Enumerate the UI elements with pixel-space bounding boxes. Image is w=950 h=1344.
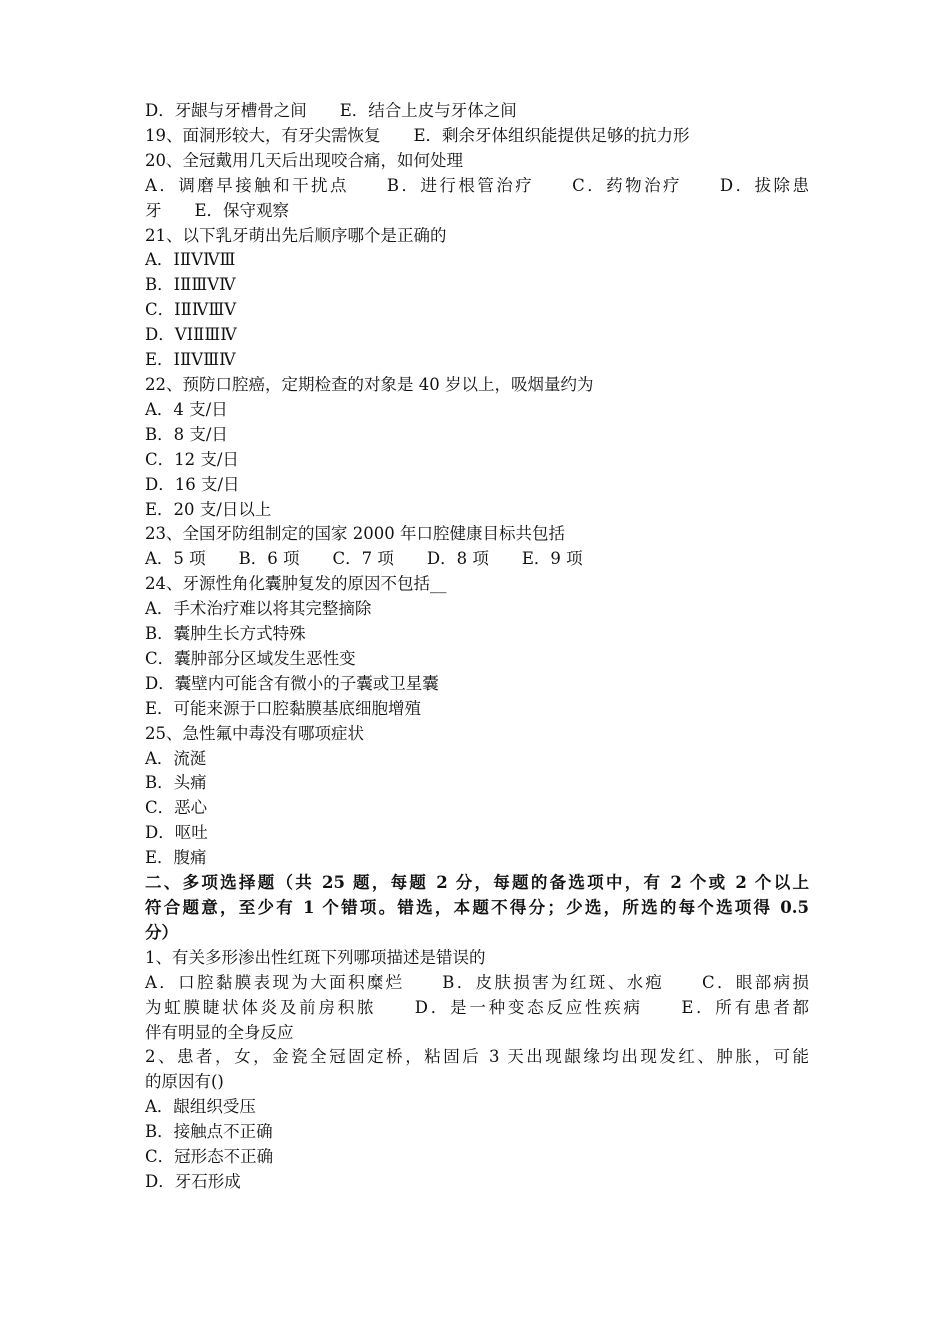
section-heading-cont: 符合题意，至少有 1 个错项。错选，本题不得分；少选，所选的每个选项得 0.5 (145, 898, 809, 917)
option-line: C．囊肿部分区域发生恶性变 (145, 648, 356, 668)
question-2-stem: 2、患者，女，金瓷全冠固定桥，粘固后 3 天出现龈缘均出现发红、肿胀，可能 (145, 1047, 809, 1067)
option-line: A．ⅠⅡⅤⅣⅢ (145, 250, 236, 270)
option-line: C．恶心 (145, 798, 208, 818)
question-1-options: A．口腔黏膜表现为大面积糜烂 B．皮肤损害为红斑、水疱 C．眼部病损 (145, 972, 809, 992)
question-19-line: 19、面洞形较大，有牙尖需恢复 E．剩余牙体组织能提供足够的抗力形 (145, 125, 690, 145)
option-line: A．4 支/日 (145, 399, 228, 419)
option-line: D．牙石形成 (145, 1171, 241, 1191)
option-line: B．ⅠⅡⅢⅤⅣ (145, 275, 236, 295)
option-line: E．腹痛 (145, 848, 207, 868)
option-line: D．ⅤⅠⅡⅢⅣ (145, 325, 237, 345)
question-1-options-end: 伴有明显的全身反应 (145, 1022, 294, 1042)
question-24-stem: 24、牙源性角化囊肿复发的原因不包括__ (145, 574, 447, 594)
option-line: E．20 支/日以上 (145, 499, 272, 519)
option-line: B．囊肿生长方式特殊 (145, 624, 306, 644)
option-line: E．可能来源于口腔黏膜基底细胞增殖 (145, 698, 422, 718)
question-23-options: A．5 项 B．6 项 C．7 项 D．8 项 E．9 项 (145, 549, 583, 569)
question-20-options: A．调磨早接触和干扰点 B．进行根管治疗 C．药物治疗 D．拔除患 (145, 175, 809, 195)
option-line: D．囊壁内可能含有微小的子囊或卫星囊 (145, 673, 439, 693)
option-line: B．头痛 (145, 773, 207, 793)
page-content (145, 99, 809, 1195)
option-line: E．ⅠⅡⅤⅢⅣ (145, 350, 236, 370)
option-line: C．ⅠⅡⅣⅢⅤ (145, 300, 237, 320)
option-line: C．12 支/日 (145, 449, 239, 469)
question-2-stem-cont: 的原因有() (145, 1072, 224, 1092)
option-line: B．接触点不正确 (145, 1122, 273, 1142)
question-21-stem: 21、以下乳牙萌出先后顺序哪个是正确的 (145, 225, 447, 245)
question-1-options-cont: 为虹膜睫状体炎及前房积脓 D．是一种变态反应性疾病 E．所有患者都 (145, 997, 809, 1017)
question-22-stem: 22、预防口腔癌，定期检查的对象是 40 岁以上，吸烟量约为 (145, 374, 594, 394)
section-heading: 二、多项选择题（共 25 题，每题 2 分，每题的备选项中，有 2 个或 2 个以上 (145, 873, 809, 893)
question-20-stem: 20、全冠戴用几天后出现咬合痛，如何处理 (145, 150, 463, 170)
section-heading-end: 分） (145, 922, 178, 942)
option-line: A．手术治疗难以将其完整摘除 (145, 599, 372, 619)
question-20-options-cont: 牙 E．保守观察 (145, 200, 290, 220)
option-line: D．16 支/日 (145, 474, 240, 494)
question-1-stem: 1、有关多形渗出性红斑下列哪项描述是错误的 (145, 947, 486, 967)
question-25-stem: 25、急性氟中毒没有哪项症状 (145, 723, 364, 743)
option-line: A．龈组织受压 (145, 1097, 256, 1117)
option-line: B．8 支/日 (145, 424, 228, 444)
option-line: D．呕吐 (145, 823, 208, 843)
question-23-stem: 23、全国牙防组制定的国家 2000 年口腔健康目标共包括 (145, 524, 565, 544)
text-line: D．牙龈与牙槽骨之间 E．结合上皮与牙体之间 (145, 101, 517, 120)
option-line: A．流涎 (145, 748, 207, 768)
option-line: C．冠形态不正确 (145, 1147, 274, 1167)
